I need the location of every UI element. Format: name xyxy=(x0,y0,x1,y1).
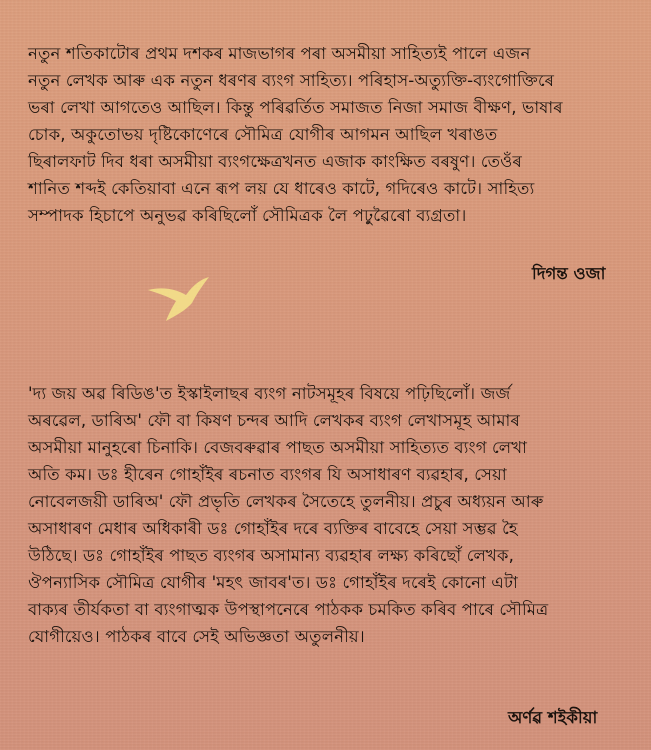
signature-1: দিগন্ত ওজা xyxy=(532,264,606,283)
passage-1-line: চোক, অকুতোভয় দৃষ্টিকোণেৰে সৌমিত্ৰ যোগীৰ আগমন আছিল খৰাঙত xyxy=(28,125,498,144)
passage-1-line: শানিত শব্দই কেতিয়াবা এনে ৰূপ লয় যে ধাৰেও কাটে, গদিৰেও কাটে। সাহিত্য xyxy=(28,179,535,198)
passage-2-line: অসমীয়া মানুহৰো চিনাকি। বেজবৰুৱাৰ পাছত অসমীয়া সাহিত্যত ব্যংগ লেখা xyxy=(28,438,528,457)
review-passage-2 xyxy=(28,380,628,650)
signature-2: অৰ্ণৱ শইকীয়া xyxy=(508,708,598,727)
passage-2-line: বাক্যৰ তীৰ্যকতা বা ব্যংগাত্মক উপস্থাপনেৰে পাঠকক চমকিত কৰিব পাৰে সৌমিত্ৰ xyxy=(28,600,549,619)
passage-2-line: যোগীয়েও। পাঠকৰ বাবে সেই অভিজ্ঞতা অতুলনীয়। xyxy=(28,627,365,646)
review-passage-1 xyxy=(28,40,628,229)
passage-2-line: উঠিছে। ডঃ গোহাঁইৰ পাছত ব্যংগৰ অসামান্য ব্যৱহাৰ লক্ষ্য কৰিছোঁ লেখক, xyxy=(28,546,514,565)
passage-1-line: নতুন শতিকাটোৰ প্ৰথম দশকৰ মাজভাগৰ পৰা অসমীয়া সাহিত্যই পালে এজন xyxy=(28,44,531,63)
passage-2-line: ঔপন্যাসিক সৌমিত্ৰ যোগীৰ 'মহৎ জাবৰ'ত। ডঃ গোহাঁইৰ দৰেই কোনো এটা xyxy=(28,573,518,592)
passage-2-line: নোবেলজয়ী ডাৰিঅ' ফৌ প্ৰভৃতি লেখকৰ সৈতেহে তুলনীয়। প্ৰচুৰ অধ্যয়ন আৰু xyxy=(28,492,544,511)
bird-silhouette-icon xyxy=(146,276,210,322)
passage-2-line: 'দ্য জয় অৱ ৰিডিঙ'ত ইস্কাইলাছৰ ব্যংগ নাটসমূহৰ বিষয়ে পঢ়িছিলোঁ। জৰ্জ xyxy=(28,384,511,403)
passage-1-line: নতুন লেখক আৰু এক নতুন ধৰণৰ ব্যংগ সাহিত্য। পৰিহাস-অত্যুক্তি-ব্যংগোক্তিৰে xyxy=(28,71,555,90)
passage-1-line: ছিৰালফাট দিব ধৰা অসমীয়া ব্যংগক্ষেত্ৰখনত এজাক কাংক্ষিত বৰষুণ। তেওঁৰ xyxy=(28,152,522,171)
passage-2-line: অৰৱেল, ডাৰিঅ' ফৌ বা কিষণ চন্দৰ আদি লেখকৰ ব্যংগ লেখাসমূহ আমাৰ xyxy=(28,411,520,430)
passage-1-line: ভৰা লেখা আগতেও আছিল। কিন্তু পৰিৱৰ্তিত সমাজত নিজা সমাজ বীক্ষণ, ভাষাৰ xyxy=(28,98,563,117)
passage-2-line: অসাধাৰণ মেধাৰ অধিকাৰী ডঃ গোহাঁইৰ দৰে ব্যক্তিৰ বাবেহে সেয়া সম্ভৱ হৈ xyxy=(28,519,518,538)
passage-2-line: অতি কম। ডঃ হীৰেন গোহাঁইৰ ৰচনাত ব্যংগৰ যি অসাধাৰণ ব্যৱহাৰ, সেয়া xyxy=(28,465,507,484)
passage-1-line: সম্পাদক হিচাপে অনুভৱ কৰিছিলোঁ সৌমিত্ৰক লৈ পঢ়ুৱৈৰো ব্যগ্ৰতা। xyxy=(28,206,467,225)
